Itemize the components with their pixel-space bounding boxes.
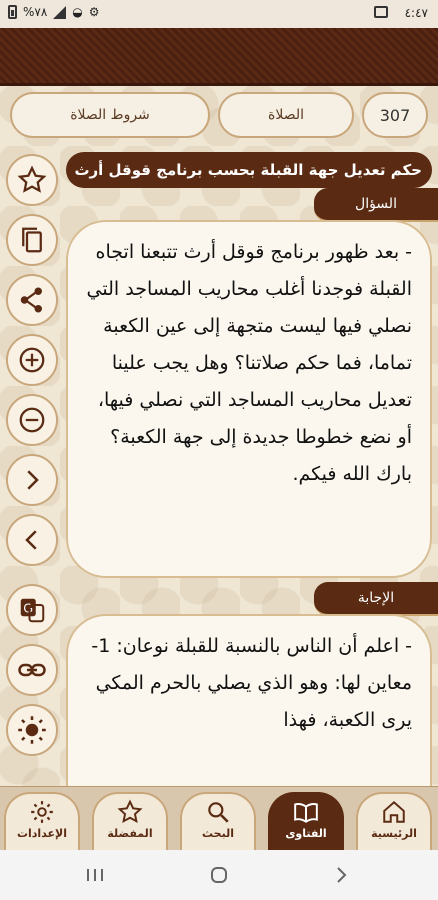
image-notification-icon xyxy=(374,6,388,18)
nav-favorites-label: المفضلة xyxy=(107,827,153,840)
answer-box xyxy=(66,614,432,786)
status-indicators xyxy=(8,5,100,19)
nav-fatawa[interactable] xyxy=(268,792,344,850)
system-navigation-bar xyxy=(0,850,438,900)
chevron-right-icon xyxy=(17,465,47,495)
translate-button[interactable] xyxy=(6,584,58,636)
recent-apps-icon xyxy=(85,867,105,883)
home-icon xyxy=(381,799,407,825)
question-text: - بعد ظهور برنامج قوقل أرث تتبعنا اتجاه القبلة فوجدنا أغلب محاريب المساجد التي نصلي فيها ليست متجهة إلى عين الكعبة تماما، فما حكم صلاتنا؟ وهل يجب علينا تعديل محاريب المساجد التي نصلي فيها، أو نضع خطوطا جديدة إلى جهة الكعبة؟ بارك الله فيكم. xyxy=(86,241,412,485)
link-button[interactable] xyxy=(6,644,58,696)
book-icon xyxy=(293,799,319,825)
link-icon xyxy=(17,655,47,685)
share-button[interactable] xyxy=(6,274,58,326)
subcategory-pill[interactable]: شروط الصلاة xyxy=(10,92,210,138)
nav-search[interactable] xyxy=(180,792,256,850)
fatwa-title: حكم تعديل جهة القبلة بحسب برنامج قوقل أرث xyxy=(66,152,432,188)
star-icon xyxy=(17,165,47,195)
search-icon xyxy=(205,799,231,825)
favorite-button[interactable] xyxy=(6,154,58,206)
answer-text: - اعلم أن الناس بالنسبة للقبلة نوعان: 1- معاين لها: وهو الذي يصلي بالحرم المكي يرى الكعبة، فهذا xyxy=(91,635,412,731)
wifi-icon: ◒ xyxy=(72,5,83,19)
nav-settings-label: الإعدادات xyxy=(16,827,68,840)
zoom-out-icon xyxy=(17,405,47,435)
brightness-button[interactable] xyxy=(6,704,58,756)
translate-icon xyxy=(17,595,47,625)
app-header xyxy=(0,28,438,86)
nav-home-label: الرئيسية xyxy=(371,827,417,840)
battery-icon xyxy=(8,5,17,19)
share-icon xyxy=(17,285,47,315)
recent-apps-button[interactable] xyxy=(82,862,108,888)
zoom-in-icon xyxy=(17,345,47,375)
question-box xyxy=(66,220,432,578)
zoom-in-button[interactable] xyxy=(6,334,58,386)
home-circle-icon xyxy=(209,865,229,885)
status-bar xyxy=(0,0,438,28)
status-time: ٤:٤٧ xyxy=(404,6,428,20)
signal-icon xyxy=(53,6,66,19)
previous-button[interactable] xyxy=(6,514,58,566)
category-pill[interactable]: الصلاة xyxy=(218,92,354,138)
battery-level: %٧٨ xyxy=(23,5,48,19)
notification-icon: ⚙ xyxy=(88,5,100,19)
star-icon xyxy=(117,799,143,825)
question-label: السؤال xyxy=(314,188,438,222)
fatwa-number: 307 xyxy=(362,92,428,138)
nav-settings[interactable] xyxy=(4,792,80,850)
copy-button[interactable] xyxy=(6,214,58,266)
answer-label: الإجابة xyxy=(314,582,438,616)
gear-icon xyxy=(29,799,55,825)
nav-fatawa-label: الفتاوى xyxy=(285,827,327,840)
chevron-left-icon xyxy=(17,525,47,555)
zoom-out-button[interactable] xyxy=(6,394,58,446)
nav-search-label: البحث xyxy=(202,827,234,840)
nav-favorites[interactable] xyxy=(92,792,168,850)
home-system-button[interactable] xyxy=(206,862,232,888)
copy-icon xyxy=(17,225,47,255)
back-system-button[interactable] xyxy=(328,862,354,888)
back-chevron-icon xyxy=(333,865,349,885)
next-button[interactable] xyxy=(6,454,58,506)
svg-text:G: G xyxy=(23,601,34,616)
nav-home[interactable] xyxy=(356,792,432,850)
brightness-icon xyxy=(17,715,47,745)
